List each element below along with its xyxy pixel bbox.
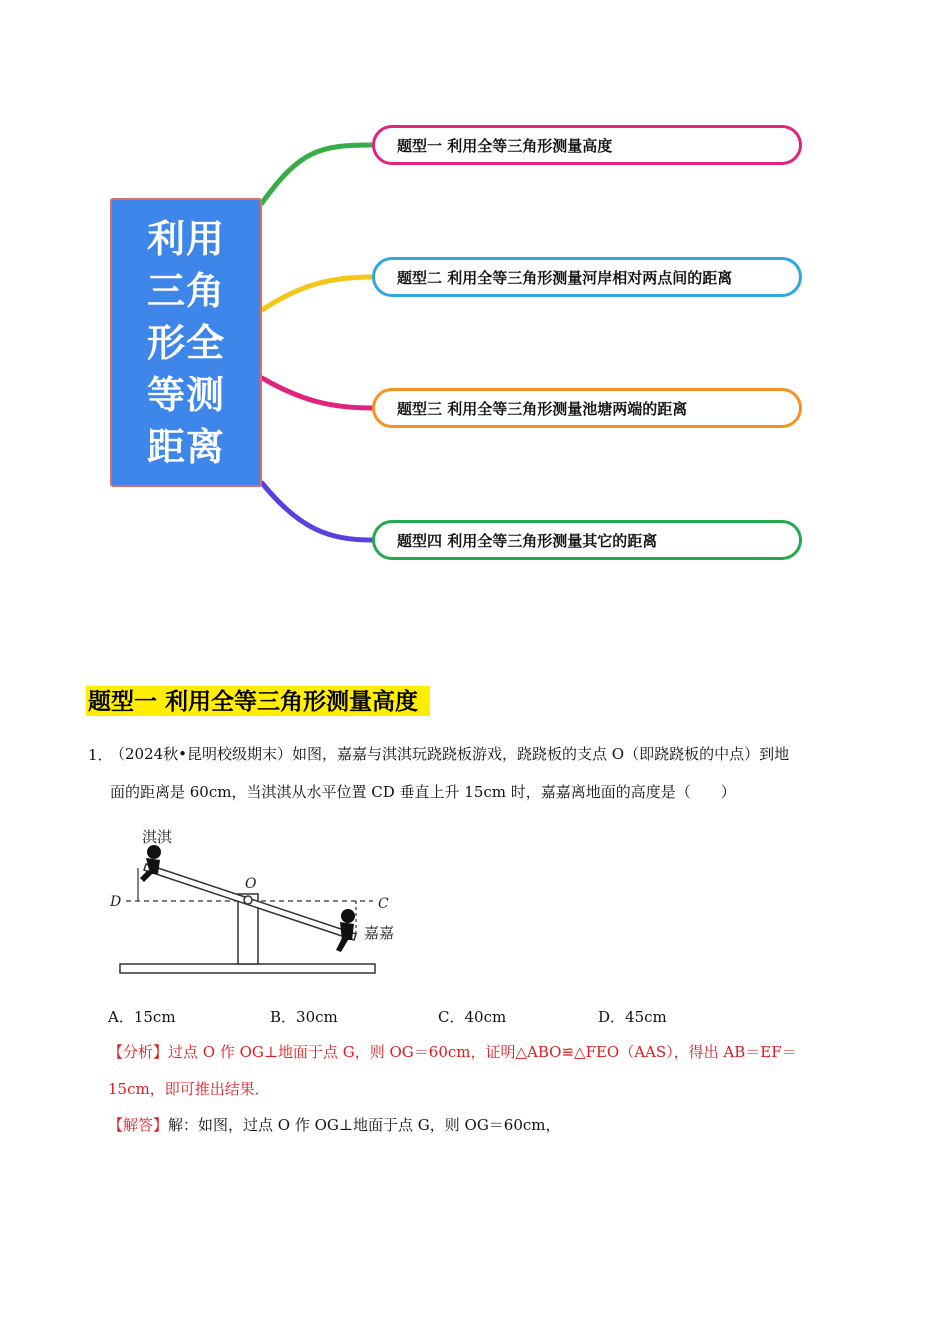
branch-label-4: 题型四 利用全等三角形测量其它的距离 — [397, 531, 658, 550]
answer-line — [108, 1115, 561, 1135]
label-d: D — [110, 894, 122, 910]
answer-tag: 【解答】 — [108, 1116, 169, 1134]
label-right-person: 嘉嘉 — [364, 924, 395, 942]
branch-label-3: 题型三 利用全等三角形测量池塘两端的距离 — [397, 399, 688, 418]
option-a: A．15cm — [108, 1008, 176, 1026]
mindmap-branch-2 — [372, 257, 802, 297]
connector-4 — [262, 483, 372, 540]
mindmap-central-text: 利用三角形全等测距离 — [146, 216, 225, 469]
question-number: 1． — [88, 746, 113, 764]
analysis-line-2: 15cm，即可推出结果． — [108, 1080, 270, 1098]
label-top-person: 淇淇 — [142, 828, 173, 846]
section-title: 题型一 利用全等三角形测量高度 — [86, 686, 430, 716]
analysis-line-1: 【分析】过点 O 作 OG⊥地面于点 G，则 OG＝60cm，证明△ABO≌△FEO（AAS），得出 AB＝EF＝ — [108, 1043, 797, 1061]
branch-label-2: 题型二 利用全等三角形测量河岸相对两点间的距离 — [397, 268, 733, 287]
option-b: B．30cm — [270, 1008, 338, 1026]
connector-1 — [262, 145, 372, 203]
answer-text: 解：如图，过点 O 作 OG⊥地面于点 G，则 OG＝60cm， — [168, 1116, 561, 1134]
mindmap-branch-1 — [372, 125, 802, 165]
connector-3 — [262, 378, 372, 408]
question-line-2: 面的距离是 60cm，当淇淇从水平位置 CD 垂直上升 15cm 时，嘉嘉离地面的高度是（ ） — [110, 783, 736, 801]
seesaw-figure — [108, 822, 398, 982]
connector-2 — [262, 277, 372, 310]
label-c: C — [378, 896, 389, 912]
label-o: O — [245, 876, 257, 892]
mindmap-central-node — [110, 198, 262, 487]
question-line-1: （2024秋•昆明校级期末）如图，嘉嘉与淇淇玩跷跷板游戏，跷跷板的支点 O（即跷跷板的中点）到地 — [110, 745, 790, 763]
mindmap-branch-3 — [372, 388, 802, 428]
option-c: C．40cm — [438, 1008, 507, 1026]
mindmap-branch-4 — [372, 520, 802, 560]
branch-label-1: 题型一 利用全等三角形测量高度 — [397, 136, 613, 155]
option-d: D．45cm — [598, 1008, 667, 1026]
ground — [120, 964, 375, 973]
